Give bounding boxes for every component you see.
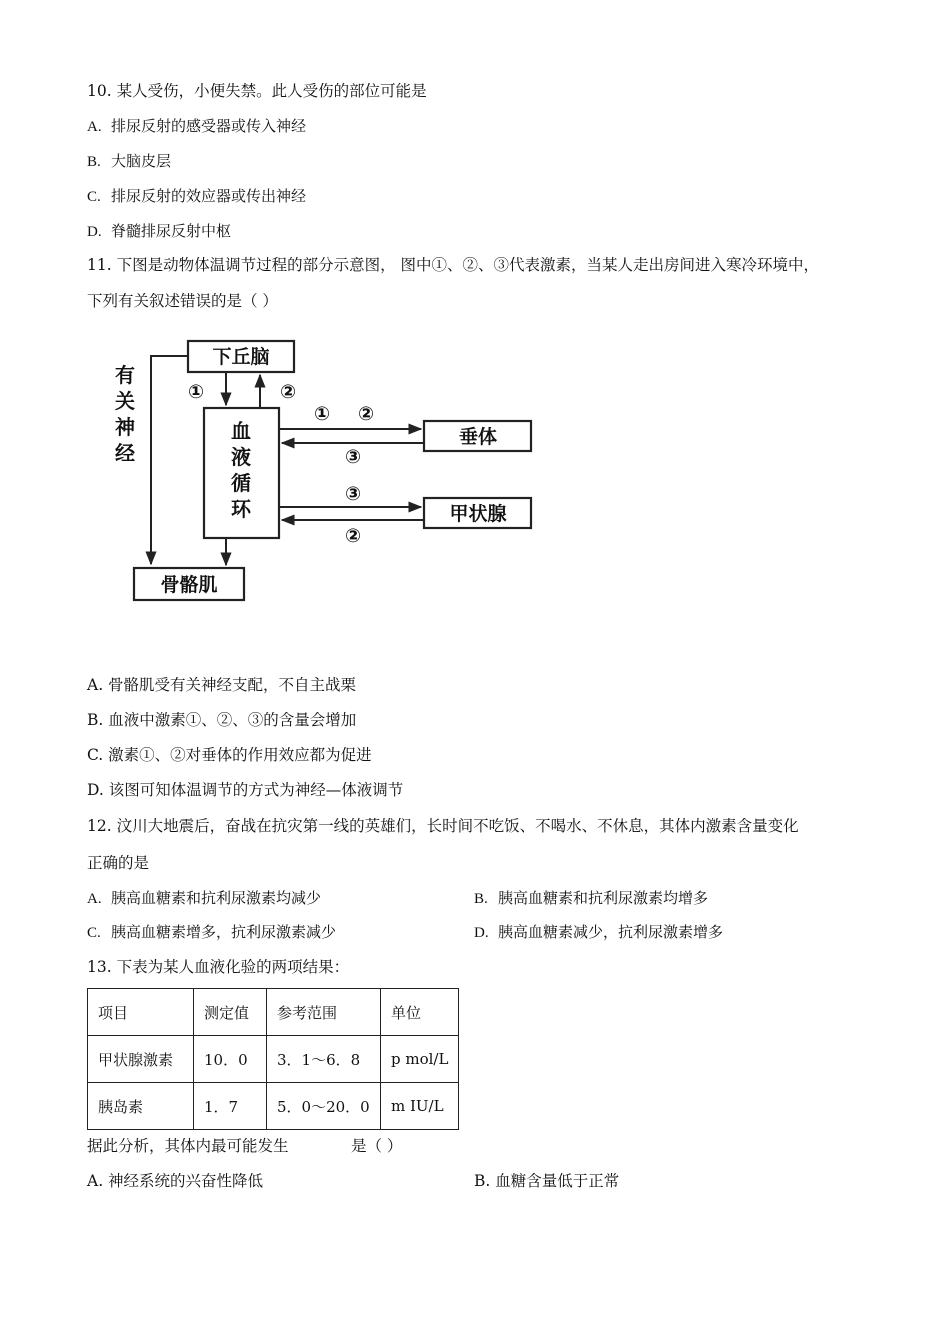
q10-option-d xyxy=(87,221,231,242)
q13-option-a: A. 神经系统的兴奋性降低 xyxy=(87,1172,264,1190)
option-text: 排尿反射的感受器或传入神经 xyxy=(111,117,307,135)
q12-option-c xyxy=(87,922,336,943)
nerve-char-2: 关 xyxy=(115,389,135,413)
table-header-row xyxy=(88,989,459,1036)
q12-option-a xyxy=(87,888,321,909)
table-row xyxy=(88,1036,459,1083)
q11-option-b: B. 血液中激素①、②、③的含量会增加 xyxy=(87,711,357,729)
q10-option-b xyxy=(87,151,171,172)
nerve-arrow xyxy=(151,356,188,564)
table-header-cell: 参考范围 xyxy=(267,989,381,1036)
q11-option-d: D. 该图可知体温调节的方式为神经—体液调节 xyxy=(87,781,404,799)
table-cell: 胰岛素 xyxy=(88,1083,194,1130)
hormone-1-label: ① xyxy=(187,381,205,403)
q13-question-part-a: 据此分析，其体内最可能发生 xyxy=(87,1137,289,1155)
nerve-char-3: 神 xyxy=(115,415,135,439)
blood-char-3: 循 xyxy=(231,471,251,495)
option-letter: C. xyxy=(87,925,101,941)
q12-option-b xyxy=(474,888,708,909)
option-text: 脊髓排尿反射中枢 xyxy=(111,222,232,240)
option-letter: A. xyxy=(87,119,102,135)
option-text: 胰高血糖素减少，抗利尿激素增多 xyxy=(498,923,724,941)
hypothalamus-label: 下丘脑 xyxy=(212,346,270,368)
table-cell: 3．1～6．8 xyxy=(267,1036,381,1083)
table-header-cell: 测定值 xyxy=(194,989,267,1036)
q13-stem: 13. 下表为某人血液化验的两项结果： xyxy=(87,958,350,976)
nerve-char-4: 经 xyxy=(115,441,135,465)
option-letter: C. xyxy=(87,189,101,205)
pituitary-label: 垂体 xyxy=(458,426,498,448)
thermoregulation-diagram xyxy=(100,330,550,610)
hormone-2-label: ② xyxy=(279,381,297,403)
option-text: 胰高血糖素增多，抗利尿激素减少 xyxy=(111,923,337,941)
q12-option-d xyxy=(474,922,723,943)
q11-stem-line1: 11. 下图是动物体温调节过程的部分示意图， 图中①、②、③代表激素，当某人走出房间进入寒冷环境中， xyxy=(87,256,820,274)
q13-question-part-b: 是（ ） xyxy=(351,1137,403,1155)
pituitary-h1-label: ① xyxy=(313,403,331,425)
table-cell: 1．7 xyxy=(194,1083,267,1130)
option-text: 大脑皮层 xyxy=(111,152,172,170)
option-letter: B. xyxy=(474,891,488,907)
q11-option-c: C. 激素①、②对垂体的作用效应都为促进 xyxy=(87,746,372,764)
pituitary-h3-label: ③ xyxy=(344,446,362,468)
pituitary-h2-label: ② xyxy=(357,403,375,425)
q10-option-c xyxy=(87,186,306,207)
option-letter: A. xyxy=(87,891,102,907)
blood-char-2: 液 xyxy=(231,445,251,469)
blood-char-1: 血 xyxy=(231,419,251,443)
skeletal-muscle-label: 骨骼肌 xyxy=(160,574,218,596)
q13-option-b: B. 血糖含量低于正常 xyxy=(474,1172,620,1190)
table-cell: 5．0～20．0 xyxy=(267,1083,381,1130)
option-letter: D. xyxy=(474,925,489,941)
option-text: 胰高血糖素和抗利尿激素均增多 xyxy=(498,889,709,907)
table-row xyxy=(88,1083,459,1130)
q12-stem-line1: 12. 汶川大地震后，奋战在抗灾第一线的英雄们，长时间不吃饭、不喝水、不休息，其体内激素含量变化 xyxy=(87,817,799,835)
option-text: 胰高血糖素和抗利尿激素均减少 xyxy=(111,889,322,907)
q11-stem-line2: 下列有关叙述错误的是（ ） xyxy=(87,292,278,310)
thyroid-label: 甲状腺 xyxy=(449,503,507,525)
option-letter: D. xyxy=(87,224,102,240)
option-letter: B. xyxy=(87,154,101,170)
q10-option-a xyxy=(87,116,306,137)
thyroid-h3-label: ③ xyxy=(344,483,362,505)
table-header-cell: 项目 xyxy=(88,989,194,1036)
table-header-cell: 单位 xyxy=(381,989,459,1036)
nerve-char-1: 有 xyxy=(115,363,135,387)
table-cell: 10．0 xyxy=(194,1036,267,1083)
table-cell: m IU/L xyxy=(381,1083,459,1130)
q10-stem: 10. 某人受伤，小便失禁。此人受伤的部位可能是 xyxy=(87,82,427,100)
q12-stem-line2: 正确的是 xyxy=(87,854,150,872)
blood-char-4: 环 xyxy=(231,497,251,521)
blood-test-table xyxy=(87,988,459,1130)
table-cell: p mol/L xyxy=(381,1036,459,1083)
q11-option-a: A. 骨骼肌受有关神经支配，不自主战栗 xyxy=(87,676,357,694)
table-cell: 甲状腺激素 xyxy=(88,1036,194,1083)
option-text: 排尿反射的效应器或传出神经 xyxy=(111,187,307,205)
thyroid-h2-label: ② xyxy=(344,525,362,547)
